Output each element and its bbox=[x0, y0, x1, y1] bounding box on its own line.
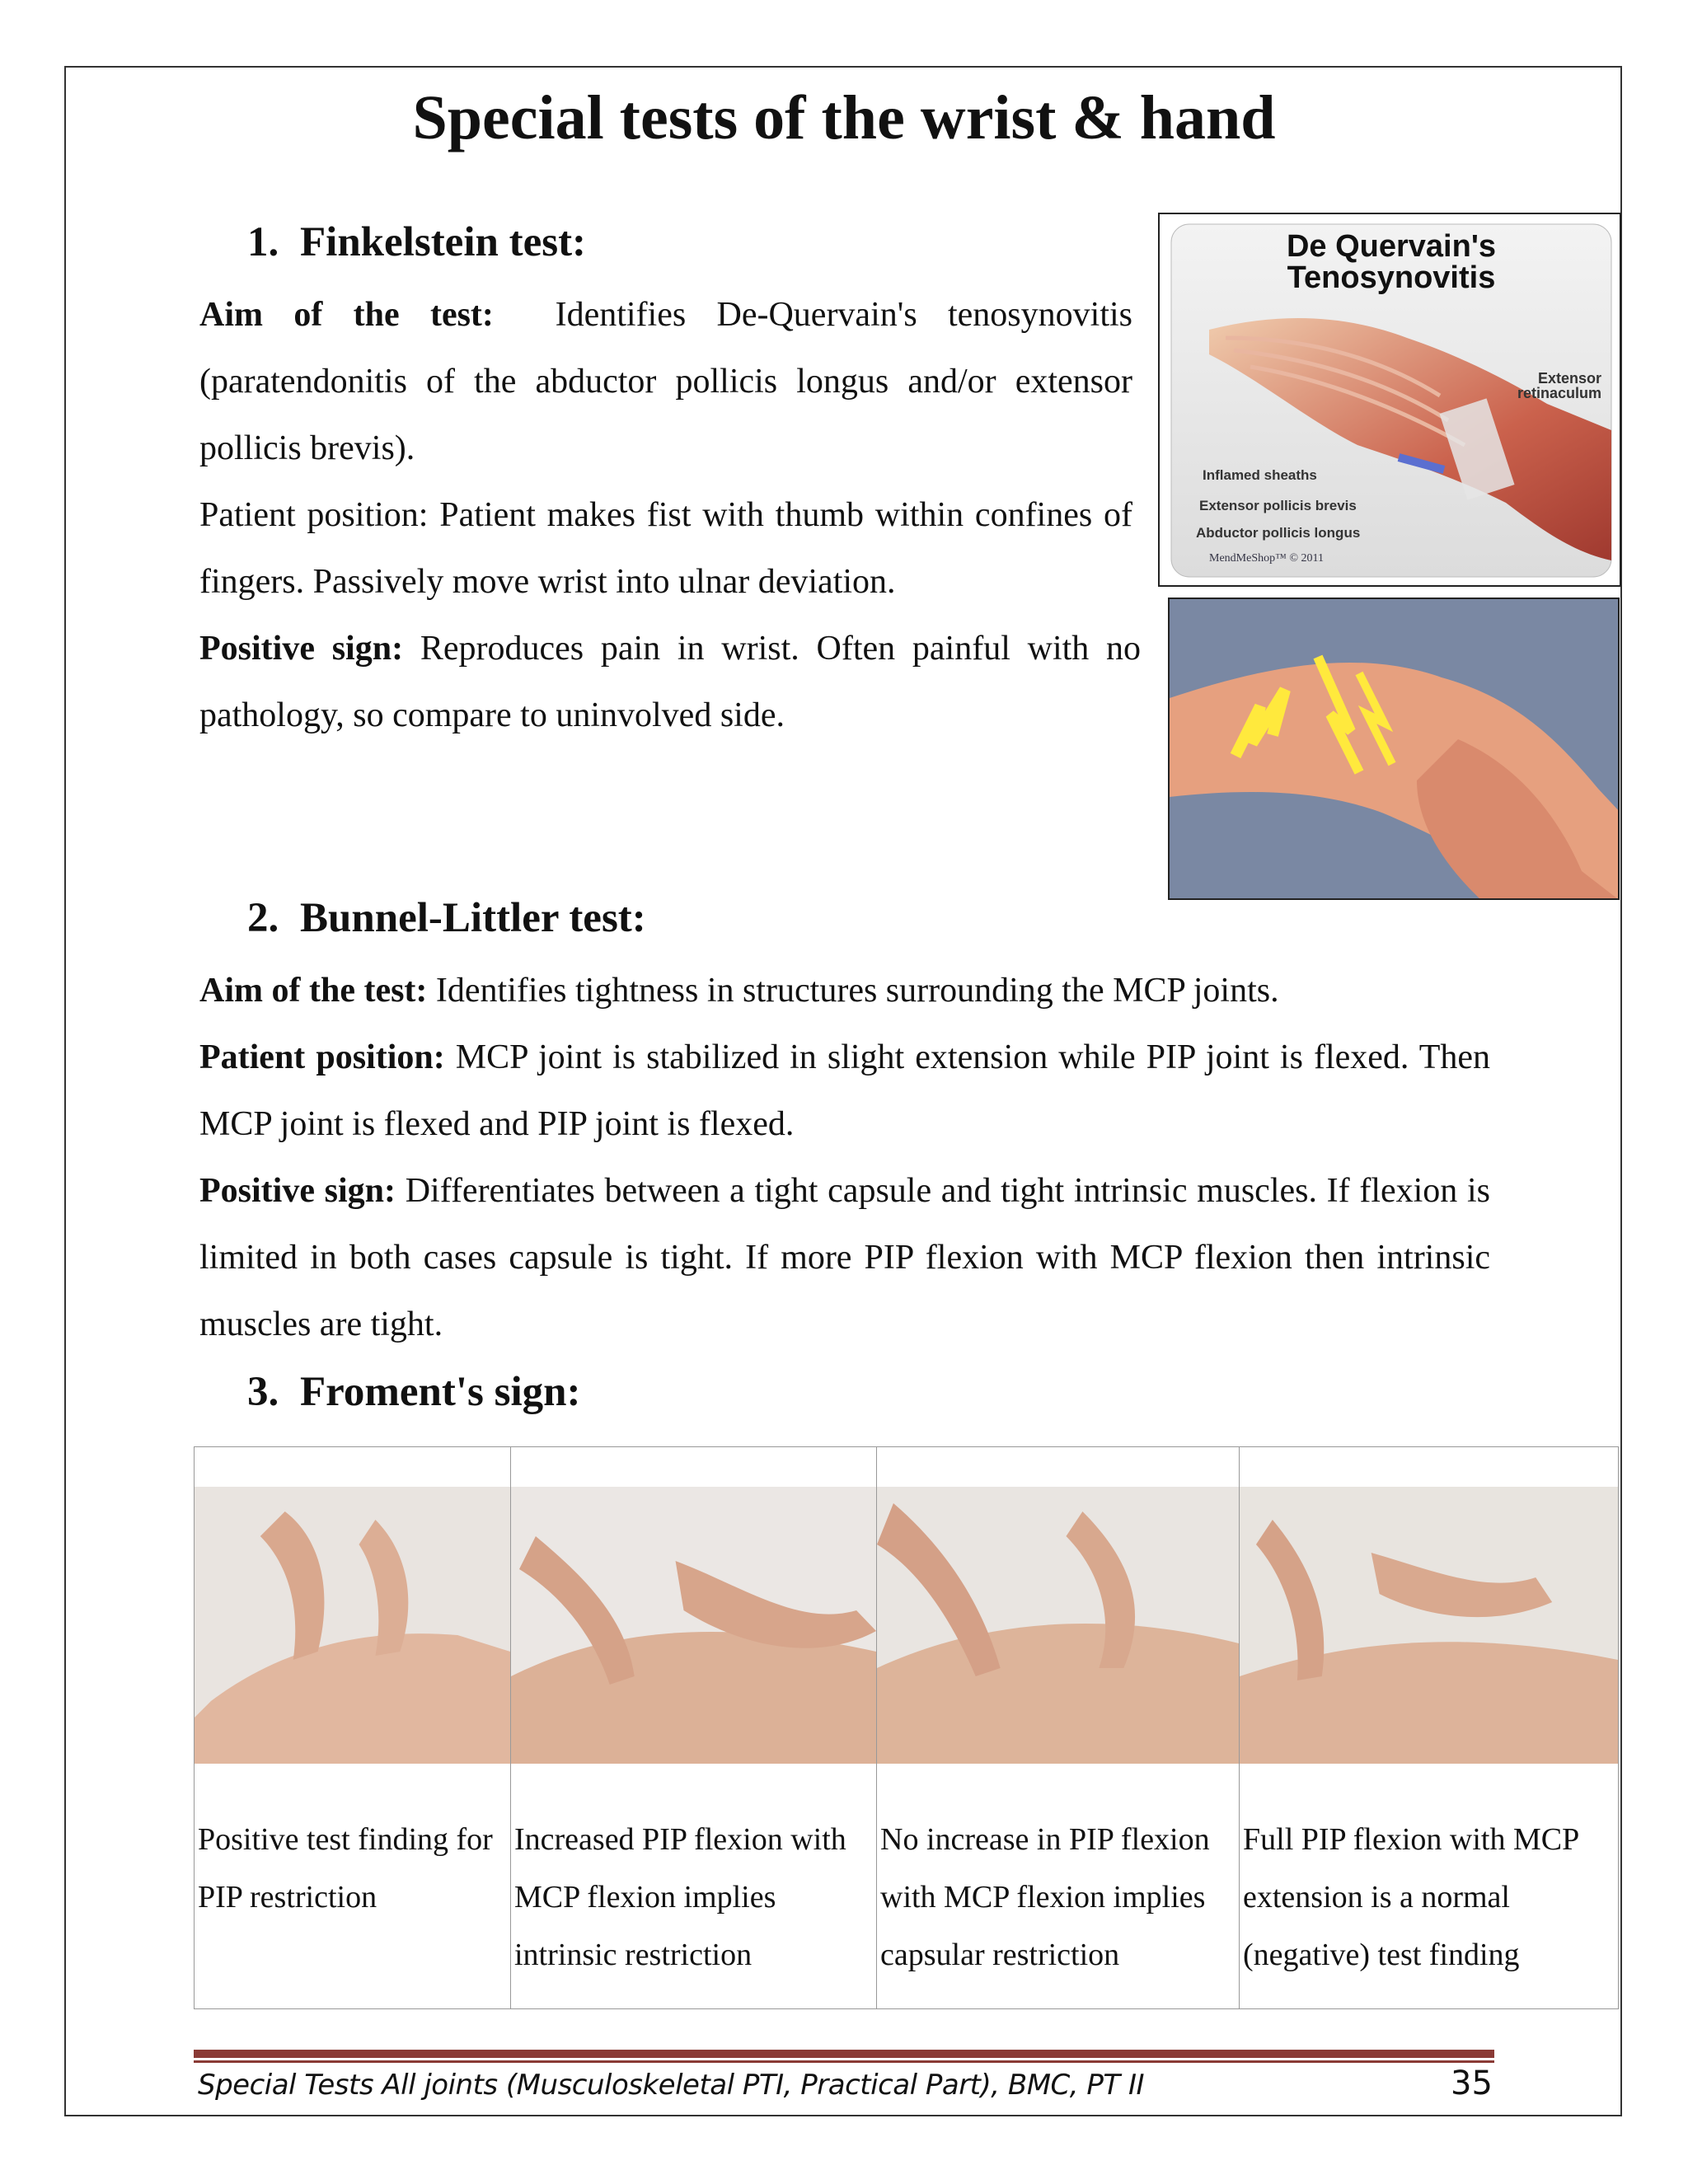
froment-photo-table bbox=[194, 1446, 1619, 2009]
hand-photo-3 bbox=[877, 1487, 1239, 1764]
aim-text: Identifies tightness in structures surrounding the MCP joints. bbox=[435, 972, 1279, 1010]
sign-paragraph bbox=[199, 616, 1141, 749]
position-text: MCP joint is stabilized in slight extension while PIP joint is flexed. Then MCP joint is flexed and PIP joint is flexed. bbox=[199, 1038, 1491, 1143]
section-number: 2. bbox=[247, 895, 279, 941]
aim-label: Aim of the test: bbox=[199, 296, 494, 334]
bunnel-littler-description bbox=[199, 958, 1490, 1358]
diagram-credit: MendMeShop™ © 2011 bbox=[1209, 552, 1324, 565]
caption-1: Positive test finding for PIP restriction bbox=[198, 1822, 493, 1915]
footer-rule bbox=[194, 2050, 1494, 2058]
diagram-title-line1: De Quervain's bbox=[1286, 229, 1497, 264]
sign-text: Reproduces pain in wrist. Often painful with no pathology, so compare to uninvolved side. bbox=[199, 630, 1142, 734]
section-number: 3. bbox=[247, 1369, 279, 1415]
sign-paragraph bbox=[199, 1158, 1490, 1358]
position-label: Patient position: bbox=[199, 1038, 445, 1076]
hand-photo-4 bbox=[1240, 1487, 1618, 1764]
section-2-heading bbox=[247, 894, 646, 942]
hand-photo-1 bbox=[195, 1487, 510, 1764]
caption-2: Increased PIP flexion with MCP flexion implies intrinsic restriction bbox=[514, 1822, 846, 1972]
diagram-title-line2: Tenosynovitis bbox=[1287, 260, 1496, 295]
table-cell bbox=[1240, 1447, 1619, 2009]
de-quervain-diagram bbox=[1158, 213, 1621, 587]
aim-text: Identifies De-Quervain's tenosynovitis (paratendonitis of the abductor pollicis longus and/or extensor pollicis brevis). bbox=[199, 296, 1132, 467]
footer-rule-thin bbox=[194, 2060, 1494, 2063]
table-cell bbox=[877, 1447, 1240, 2009]
finkelstein-photo-illustration bbox=[1170, 599, 1620, 900]
page-number: 35 bbox=[1451, 2064, 1493, 2102]
finkelstein-photo bbox=[1168, 598, 1620, 900]
label-extensor-pollicis-brevis: Extensor pollicis brevis bbox=[1199, 498, 1357, 513]
section-1-heading bbox=[247, 218, 586, 266]
finkelstein-description bbox=[199, 282, 1142, 749]
section-3-heading bbox=[247, 1368, 580, 1416]
sign-text: Differentiates between a tight capsule and tight intrinsic muscles. If flexion is limited in both cases capsule is tight. If more PIP flexion with MCP flexion then intrinsic muscles are tight. bbox=[199, 1172, 1490, 1343]
footer-text: Special Tests All joints (Musculoskeletal PTI, Practical Part), BMC, PT II bbox=[198, 2069, 1145, 2102]
table-cell bbox=[511, 1447, 877, 2009]
sign-label: Positive sign: bbox=[199, 1172, 396, 1210]
position-paragraph bbox=[199, 1024, 1490, 1158]
aim-label: Aim of the test: bbox=[199, 972, 428, 1010]
caption-3: No increase in PIP flexion with MCP flexion implies capsular restriction bbox=[880, 1822, 1210, 1972]
section-number: 1. bbox=[247, 219, 279, 265]
section-title: Bunnel-Littler test: bbox=[300, 895, 646, 941]
sign-label: Positive sign: bbox=[199, 630, 404, 668]
label-abductor-pollicis-longus: Abductor pollicis longus bbox=[1196, 525, 1361, 541]
diagram-title bbox=[1160, 231, 1621, 293]
section-title: Froment's sign: bbox=[300, 1369, 581, 1415]
table-cell bbox=[195, 1447, 511, 2009]
caption-4: Full PIP flexion with MCP extension is a normal (negative) test finding bbox=[1243, 1822, 1578, 1972]
label-retinaculum bbox=[1517, 371, 1601, 401]
page-title: Special tests of the wrist & hand bbox=[412, 83, 1276, 152]
label-retinaculum-line2: retinaculum bbox=[1517, 385, 1601, 401]
aim-paragraph bbox=[199, 958, 1490, 1024]
label-inflamed-sheaths: Inflamed sheaths bbox=[1203, 467, 1317, 483]
position-paragraph: Patient position: Patient makes fist with thumb within confines of fingers. Passively move wrist into ulnar deviation. bbox=[199, 496, 1132, 601]
hand-photo-2 bbox=[511, 1487, 876, 1764]
section-title: Finkelstein test: bbox=[300, 219, 587, 265]
aim-paragraph bbox=[199, 282, 1132, 482]
label-retinaculum-line1: Extensor bbox=[1537, 370, 1601, 387]
